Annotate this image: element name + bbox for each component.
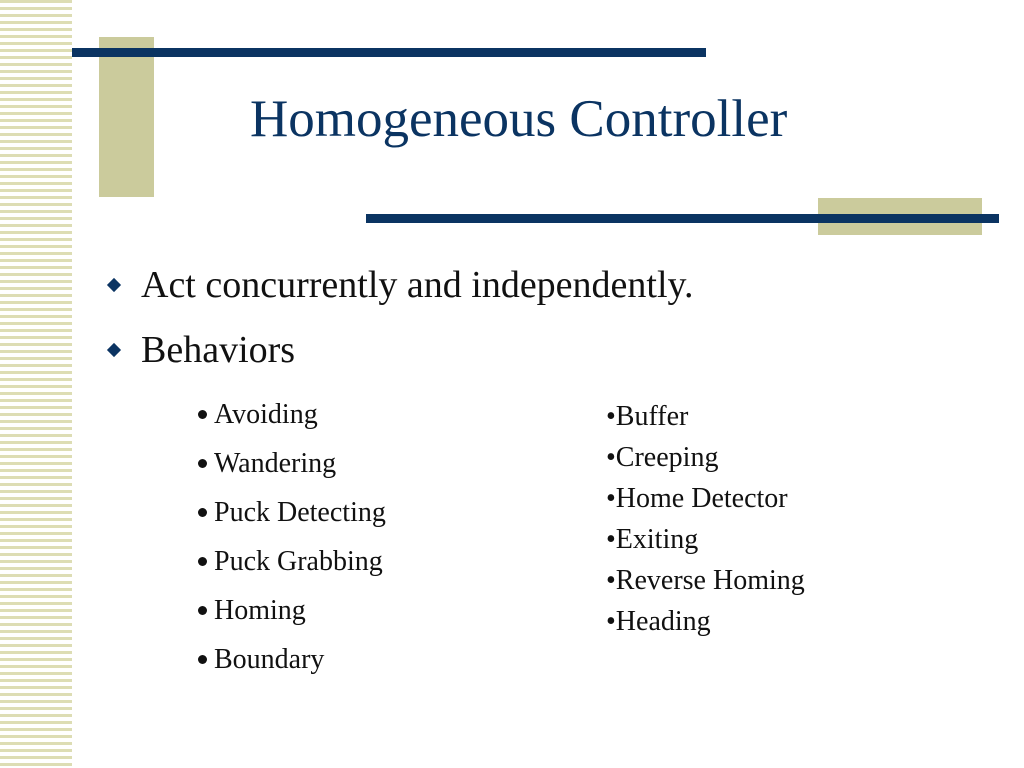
behavior-label: Boundary <box>214 644 325 675</box>
list-item: •Home Detector <box>606 483 788 514</box>
list-item: •Buffer <box>606 401 689 432</box>
slide-title: Homogeneous Controller <box>250 90 788 148</box>
behavior-label: Avoiding <box>214 399 318 430</box>
list-item: •Reverse Homing <box>606 565 805 596</box>
behavior-label: Puck Grabbing <box>214 546 383 577</box>
olive-accent-block-left <box>99 37 154 197</box>
behavior-label: Homing <box>214 595 306 626</box>
list-item <box>198 537 386 586</box>
behaviors-list-left <box>198 390 386 684</box>
navy-accent-bar-bottom <box>366 214 999 223</box>
list-item <box>198 390 386 439</box>
dot-bullet-icon <box>198 459 207 468</box>
bullet-text: Behaviors <box>141 329 296 371</box>
navy-accent-bar-top <box>72 48 706 57</box>
diamond-bullet-icon <box>107 343 121 357</box>
list-item: •Creeping <box>606 442 719 473</box>
bullet-text: Act concurrently and independently. <box>141 264 694 306</box>
behavior-label: Wandering <box>214 448 337 479</box>
bullet-item <box>105 331 295 369</box>
list-item: •Exiting <box>606 524 699 555</box>
list-item <box>198 439 386 488</box>
behaviors-list-right <box>606 396 805 642</box>
list-item: •Heading <box>606 606 711 637</box>
diamond-bullet-icon <box>107 278 121 292</box>
list-item <box>198 586 386 635</box>
dot-bullet-icon <box>198 655 207 664</box>
dot-bullet-icon <box>198 557 207 566</box>
dot-bullet-icon <box>198 606 207 615</box>
behavior-label: Puck Detecting <box>214 497 386 528</box>
bullet-item <box>105 266 694 304</box>
dot-bullet-icon <box>198 410 207 419</box>
list-item <box>198 488 386 537</box>
list-item <box>198 635 386 684</box>
dot-bullet-icon <box>198 508 207 517</box>
striped-sidebar-decoration <box>0 0 72 768</box>
